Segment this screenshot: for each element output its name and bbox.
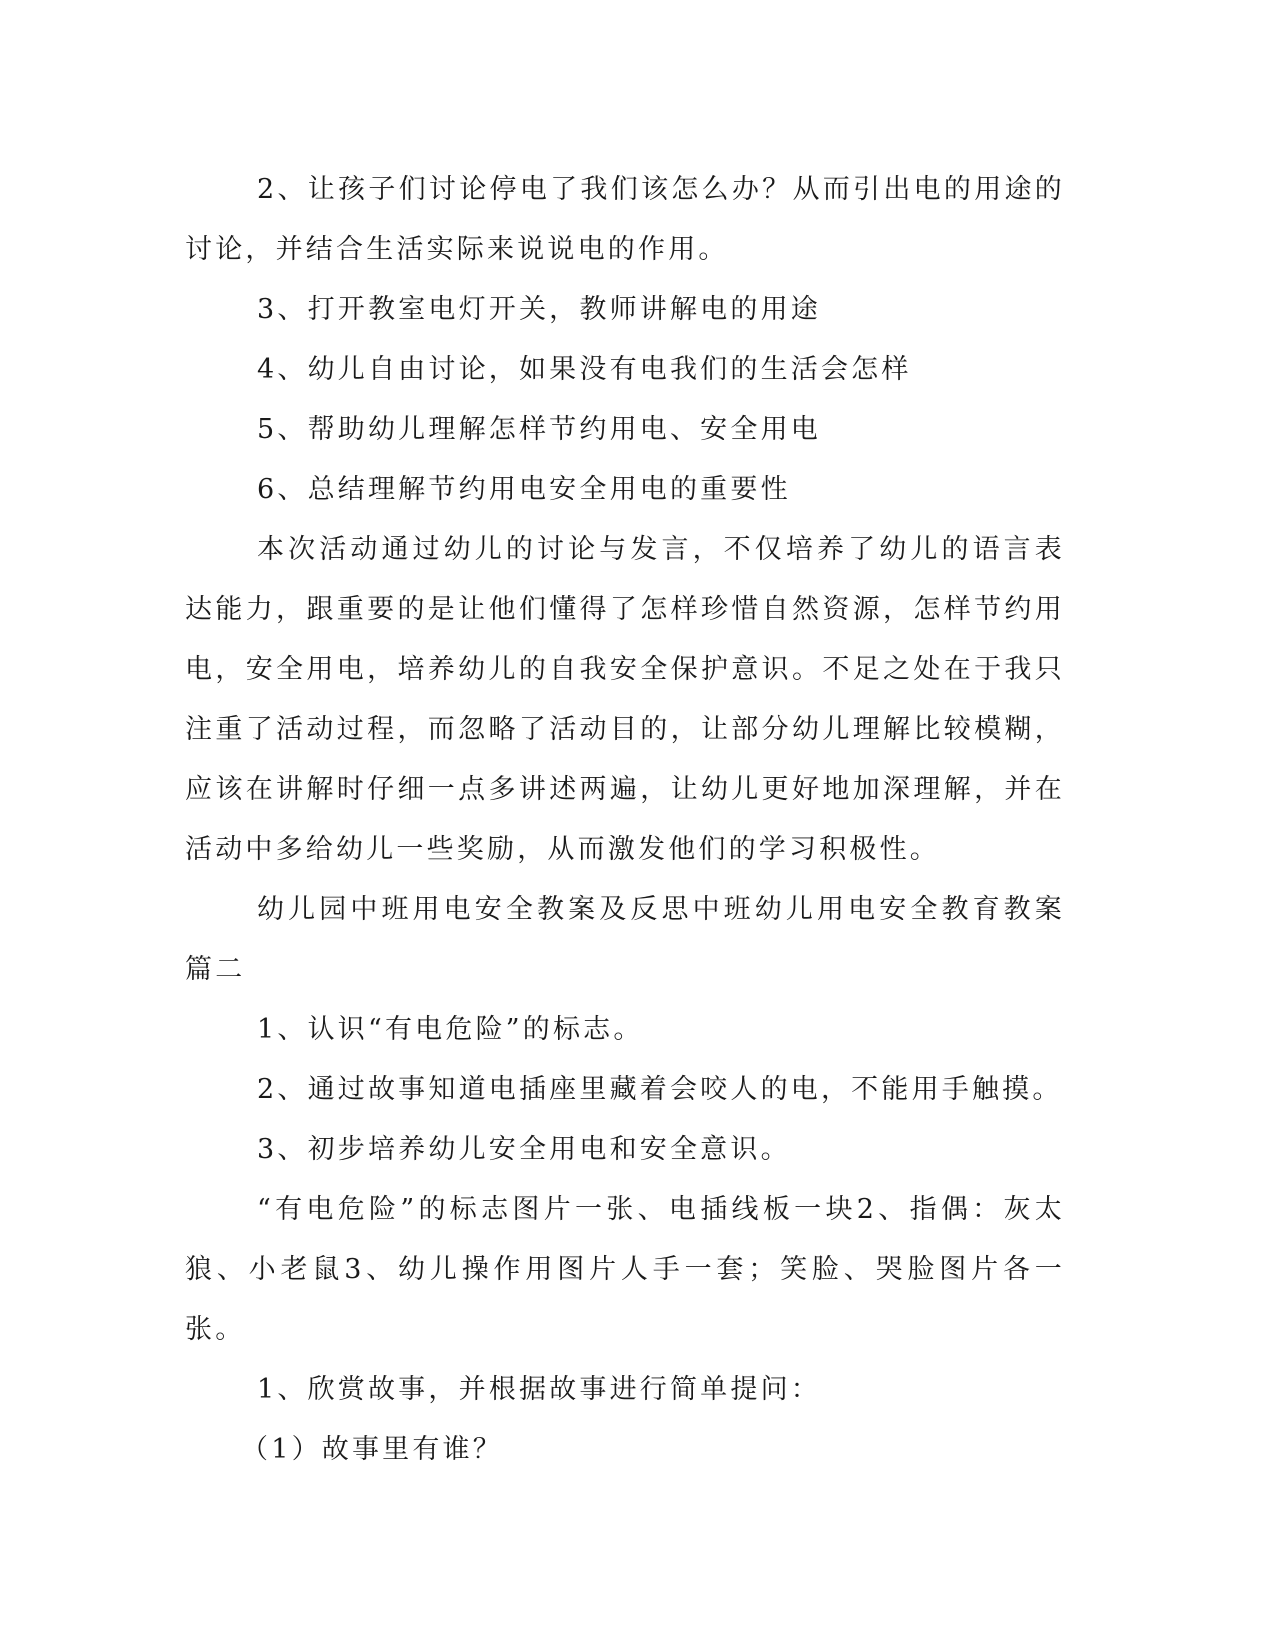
document-body (185, 160, 1065, 1480)
paragraph-step-5: 5、帮助幼儿理解怎样节约用电、安全用电 (257, 414, 821, 445)
paragraph-goal-2: 2、通过故事知道电插座里藏着会咬人的电，不能用手触摸。 (257, 1074, 1063, 1105)
paragraph-goal-1: 1、认识“有电危险”的标志。 (257, 1014, 644, 1045)
paragraph-step-4: 4、幼儿自由讨论，如果没有电我们的生活会怎样 (257, 354, 912, 385)
paragraph-goal-3: 3、初步培养幼儿安全用电和安全意识。 (257, 1134, 791, 1165)
paragraph-process-1: 1、欣赏故事，并根据故事进行简单提问： (257, 1374, 821, 1405)
paragraph-reflection: 本次活动通过幼儿的讨论与发言，不仅培养了幼儿的语言表达能力，跟重要的是让他们懂得了怎样珍惜自然资源，怎样节约用电，安全用电，培养幼儿的自我安全保护意识。不足之处在于我只注重了活动过程，而忽略了活动目的，让部分幼儿理解比较模糊，应该在讲解时仔细一点多讲述两遍，让幼儿更好地加深理解，并在活动中多给幼儿一些奖励，从而激发他们的学习积极性。 (185, 534, 1065, 865)
paragraph-discuss-power-outage: 2、让孩子们讨论停电了我们该怎么办？从而引出电的用途的讨论，并结合生活实际来说说电的作用。 (185, 174, 1065, 265)
paragraph-materials: “有电危险”的标志图片一张、电插线板一块2、指偶：灰太狼、小老鼠3、幼儿操作用图片人手一套；笑脸、哭脸图片各一张。 (185, 1194, 1065, 1345)
section-heading-part-two: 幼儿园中班用电安全教案及反思中班幼儿用电安全教育教案篇二 (185, 894, 1065, 985)
paragraph-step-3: 3、打开教室电灯开关，教师讲解电的用途 (257, 294, 821, 325)
paragraph-step-6: 6、总结理解节约用电安全用电的重要性 (257, 474, 791, 505)
paragraph-question-1: （1）故事里有谁？ (241, 1434, 503, 1465)
